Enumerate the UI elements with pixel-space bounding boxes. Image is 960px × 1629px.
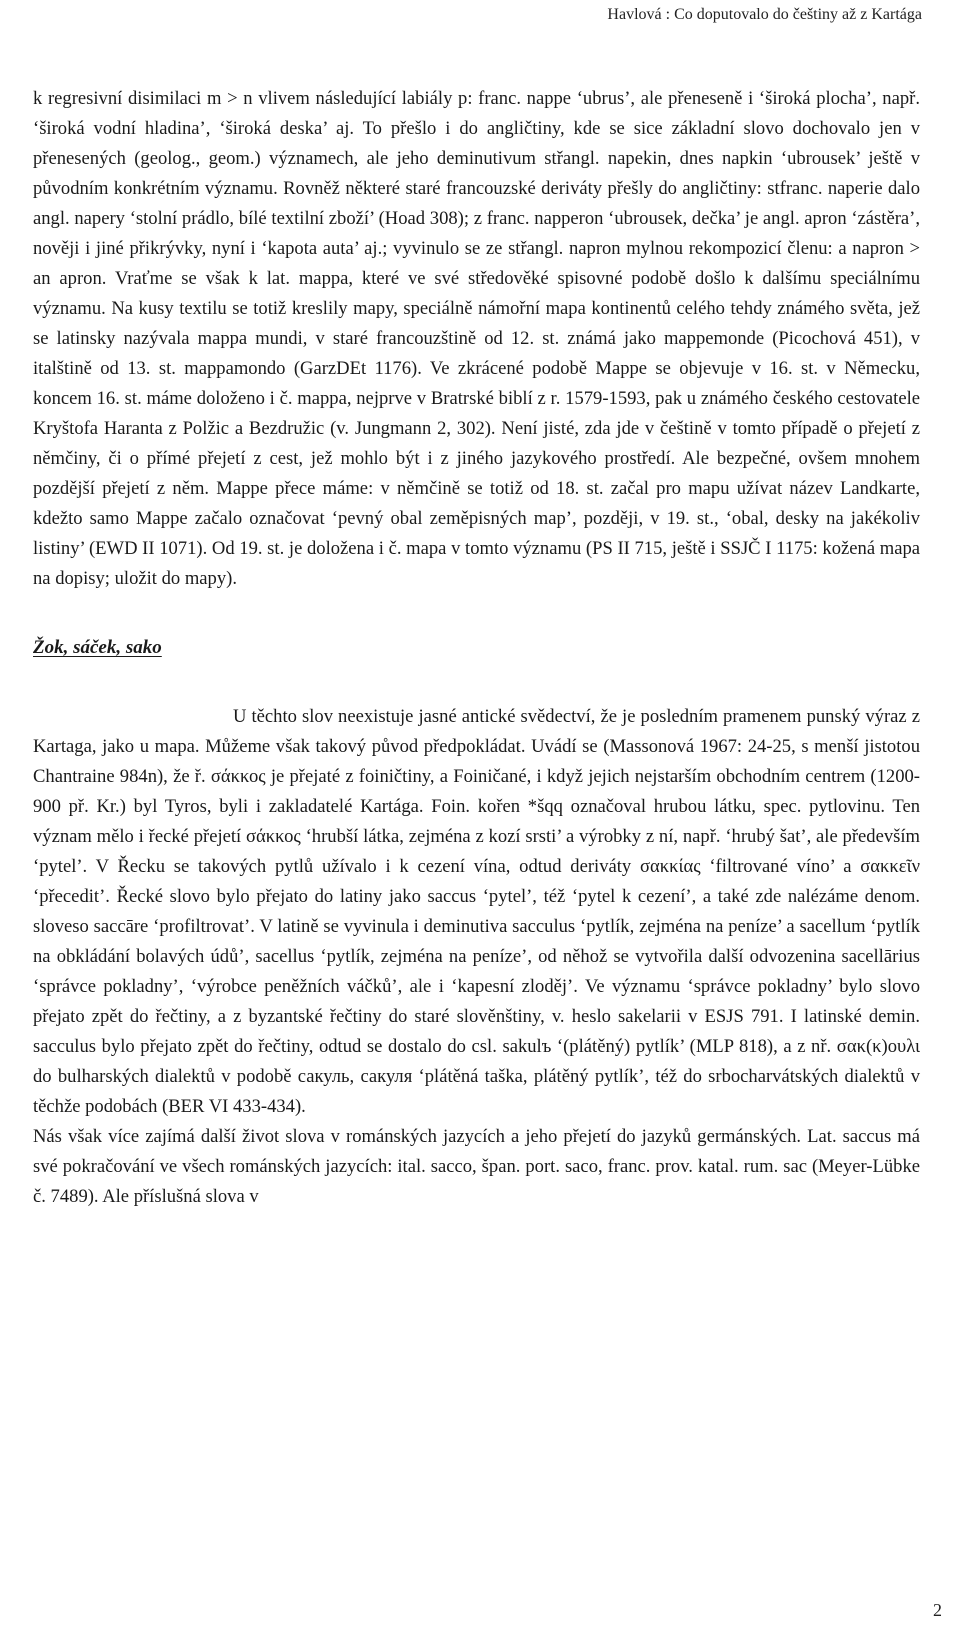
page-number: 2 <box>933 1600 942 1620</box>
article-body <box>33 84 920 1212</box>
section-heading: Žok, sáček, sako <box>33 637 162 658</box>
paragraph-zok-intro: U těchto slov neexistuje jasné antické svědectví, že je posledním pramenem punský výraz z Kartaga, jako u mapa. Můžeme však takový původ předpokládat. Uvádí se (Massonová 1967: 24-25, s menší jistotou Chantraine 984n), že ř. σάκκος je přejaté z foiničtiny, a Foiničané, i když jejich nejstarším obchodním centrem (1200-900 př. Kr.) byl Tyros, byli i zakladatelé Kartága. Foin. kořen *šqq označoval hrubou látku, spec. pytlovinu. Ten význam mělo i řecké přejetí σάκκος ‘hrubší látka, zejména z kozí srsti’ a výrobky z ní, např. ‘hrubý šat’, ale především ‘pytel’. V Řecku se takových pytlů užívalo i k cezení vína, odtud deriváty σακκίας ‘filtrované víno’ a σακκεῖν ‘přecedit’. Řecké slovo bylo přejato do latiny jako saccus ‘pytel’, též ‘pytel k cezení’, a také zde nalézáme denom. sloveso saccāre ‘profiltrovat’. V latině se vyvinula i deminutiva sacculus ‘pytlík, zejména na peníze’ a sacellum ‘pytlík na obkládání bolavých údů’, sacellus ‘pytlík, zejména na peníze’, od něhož se vytvořila další odvozenina sacellārius ‘správce pokladny’, ‘výrobce peněžních váčků’, ale i ‘kapesní zloděj’. Ve významu ‘správce pokladny’ bylo slovo přejato zpět do řečtiny, a z byzantské řečtiny do staré slověnštiny, v. heslo sakelarii v ESJS 791. I latinské demin. sacculus bylo přejato zpět do řečtiny, odtud se dostalo do csl. sakulъ ‘(plátěný) pytlík’ (MLP 818), a z nř. σακ(κ)ουλι do bulharských dialektů v podobě сакуль, сакуля ‘plátěná taška, plátěný pytlík’, též do srbocharvátských dialektů v těchže podobách (BER VI 433-434). <box>33 706 920 1117</box>
paragraph-mapa-continued: k regresivní disimilaci m > n vlivem následující labiály p: franc. nappe ‘ubrus’, ale přeneseně i ‘široká plocha’, např. ‘široká vodní hladina’, ‘široká deska’ aj. To přešlo i do angličtiny, kde se sice základní slovo dochovalo jen v přenesených (geolog., geom.) významech, ale jeho deminutivum střangl. napekin, dnes napkin ‘ubrousek’ ještě v původním konkrétním významu. Rovněž některé staré francouzské deriváty přešly do angličtiny: stfranc. naperie dalo angl. napery ‘stolní prádlo, bílé textilní zboží’ (Hoad 308); z franc. napperon ‘ubrousek, dečka’ je angl. apron ‘zástěra’, nověji i jiné přikrývky, nyní i ‘kapota auta’ aj.; vyvinulo se ze střangl. napron mylnou rekompozicí členu: a napron > an apron. Vraťme se však k lat. mappa, které ve své středověké spisovné podobě došlo k dalšímu speciálnímu významu. Na kusy textilu se totiž kreslily mapy, speciálně námořní mapa kontinentů celého tehdy známého světa, jež se latinsky nazývala mappa mundi, v staré francouzštině od 12. st. známá jako mappemonde (Picochová 451), v italštině od 13. st. mappamondo (GarzDEt 1176). Ve zkrácené podobě Mappe se objevuje v 16. st. v Německu, koncem 16. st. máme doloženo i č. mappa, nejprve v Bratrské biblí z r. 1579-1593, pak u známého českého cestovatele Kryštofa Haranta z Polžic a Bezdružic (v. Jungmann 2, 302). Není jisté, zda jde v češtině v tomto případě o přejetí z němčiny, či o přímé přejetí z cest, jež mohlo být i z jiného jazykového prostředí. Ale bezpečné, ovšem mnohem pozdější přejetí z něm. Mappe přece máme: v němčině se totiž od 18. st. začal pro mapu užívat název Landkarte, kdežto samo Mappe začalo označovat ‘pevný obal zeměpisných map’, později, v 19. st., ‘obal, desky na jakékoliv listiny’ (EWD II 1071). Od 19. st. je doložena i č. mapa v tomto významu (PS II 715, ještě i SSJČ I 1175: kožená mapa na dopisy; uložit do mapy). <box>33 88 920 589</box>
running-header: Havlová : Co doputovalo do češtiny až z Kartága <box>607 6 922 23</box>
paragraph-romance-languages: Nás však více zajímá další život slova v románských jazycích a jeho přejetí do jazyků germánských. Lat. saccus má své pokračování ve všech románských jazycích: ital. sacco, špan. port. saco, franc. prov. katal. rum. sac (Meyer-Lübke č. 7489). Ale příslušná slova v <box>33 1126 920 1207</box>
